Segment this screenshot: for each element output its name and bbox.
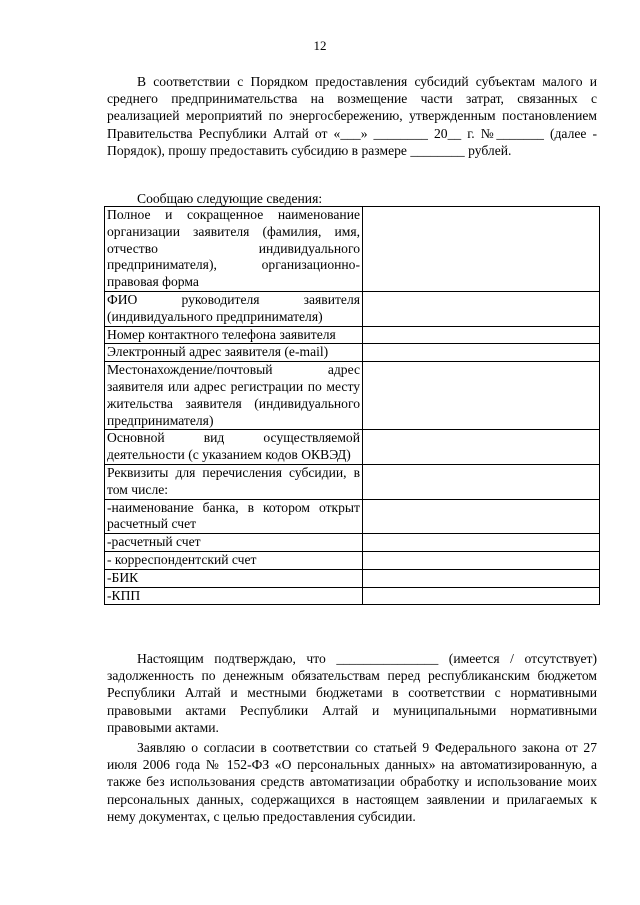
row-value-field[interactable] xyxy=(363,499,600,534)
consent-paragraph: Заявляю о согласии в соответствии со статьей 9 Федерального закона от 27 июля 2006 года № 152-ФЗ «О персональных данных» на автоматизированную, а также без использования средств автоматизации обработку и использование моих персональных данных, содержащихся в настоящем заявлении и прилагаемых к нему документах, с целью предоставления субсидии. xyxy=(107,740,597,824)
table-row xyxy=(105,551,600,569)
table-row xyxy=(105,534,600,552)
row-label: -КПП xyxy=(105,587,363,605)
table-row xyxy=(105,587,600,605)
row-value-field[interactable] xyxy=(363,362,600,430)
row-label: -расчетный счет xyxy=(105,534,363,552)
row-value-field[interactable] xyxy=(363,569,600,587)
row-value-field[interactable] xyxy=(363,344,600,362)
row-label: Полное и сокращенное наименование организации заявителя (фамилия, имя, отчество индивидуального предпринимателя), организационно-правовая форма xyxy=(105,207,363,292)
row-label: Основной вид осуществляемой деятельности (с указанием кодов ОКВЭД) xyxy=(105,430,363,465)
row-value-field[interactable] xyxy=(363,326,600,344)
row-label: -БИК xyxy=(105,569,363,587)
row-label: Местонахождение/почтовый адрес заявителя или адрес регистрации по месту жительства заявителя (индивидуального предпринимателя) xyxy=(105,362,363,430)
table-row xyxy=(105,362,600,430)
row-label: - корреспондентский счет xyxy=(105,551,363,569)
lead-text: Сообщаю следующие сведения: xyxy=(137,191,323,206)
table-row xyxy=(105,499,600,534)
applicant-info-table xyxy=(104,206,600,605)
table-row xyxy=(105,464,600,499)
table-row xyxy=(105,326,600,344)
row-value-field[interactable] xyxy=(363,551,600,569)
row-value-field[interactable] xyxy=(363,587,600,605)
row-label: -наименование банка, в котором открыт расчетный счет xyxy=(105,499,363,534)
row-value-field[interactable] xyxy=(363,534,600,552)
row-value-field[interactable] xyxy=(363,464,600,499)
row-label: Реквизиты для перечисления субсидии, в том числе: xyxy=(105,464,363,499)
table-row xyxy=(105,430,600,465)
row-label: Электронный адрес заявителя (e-mail) xyxy=(105,344,363,362)
row-value-field[interactable] xyxy=(363,207,600,292)
page-number: 12 xyxy=(313,38,327,53)
confirm-paragraph: Настоящим подтверждаю, что _______________ (имеется / отсутствует) задолженность по денежным обязательствам перед республиканским бюджетом Республики Алтай и местными бюджетами в соответствии с нормативными правовыми актами Республики Алтай и муниципальными нормативными правовыми актами. xyxy=(107,651,597,735)
table-row xyxy=(105,569,600,587)
row-label: Номер контактного телефона заявителя xyxy=(105,326,363,344)
row-label: ФИО руководителя заявителя (индивидуального предпринимателя) xyxy=(105,291,363,326)
intro-paragraph: В соответствии с Порядком предоставления субсидий субъектам малого и среднего предпринимательства на возмещение части затрат, связанных с реализацией мероприятий по энергосбережению, утвержденным постановлением Правительства Республики Алтай от «___» ________ 20__ г. №_______ (далее - Порядок), прошу предоставить субсидию в размере ________ рублей. xyxy=(107,74,597,158)
row-value-field[interactable] xyxy=(363,430,600,465)
table-row xyxy=(105,344,600,362)
table-row xyxy=(105,207,600,292)
row-value-field[interactable] xyxy=(363,291,600,326)
table-row xyxy=(105,291,600,326)
